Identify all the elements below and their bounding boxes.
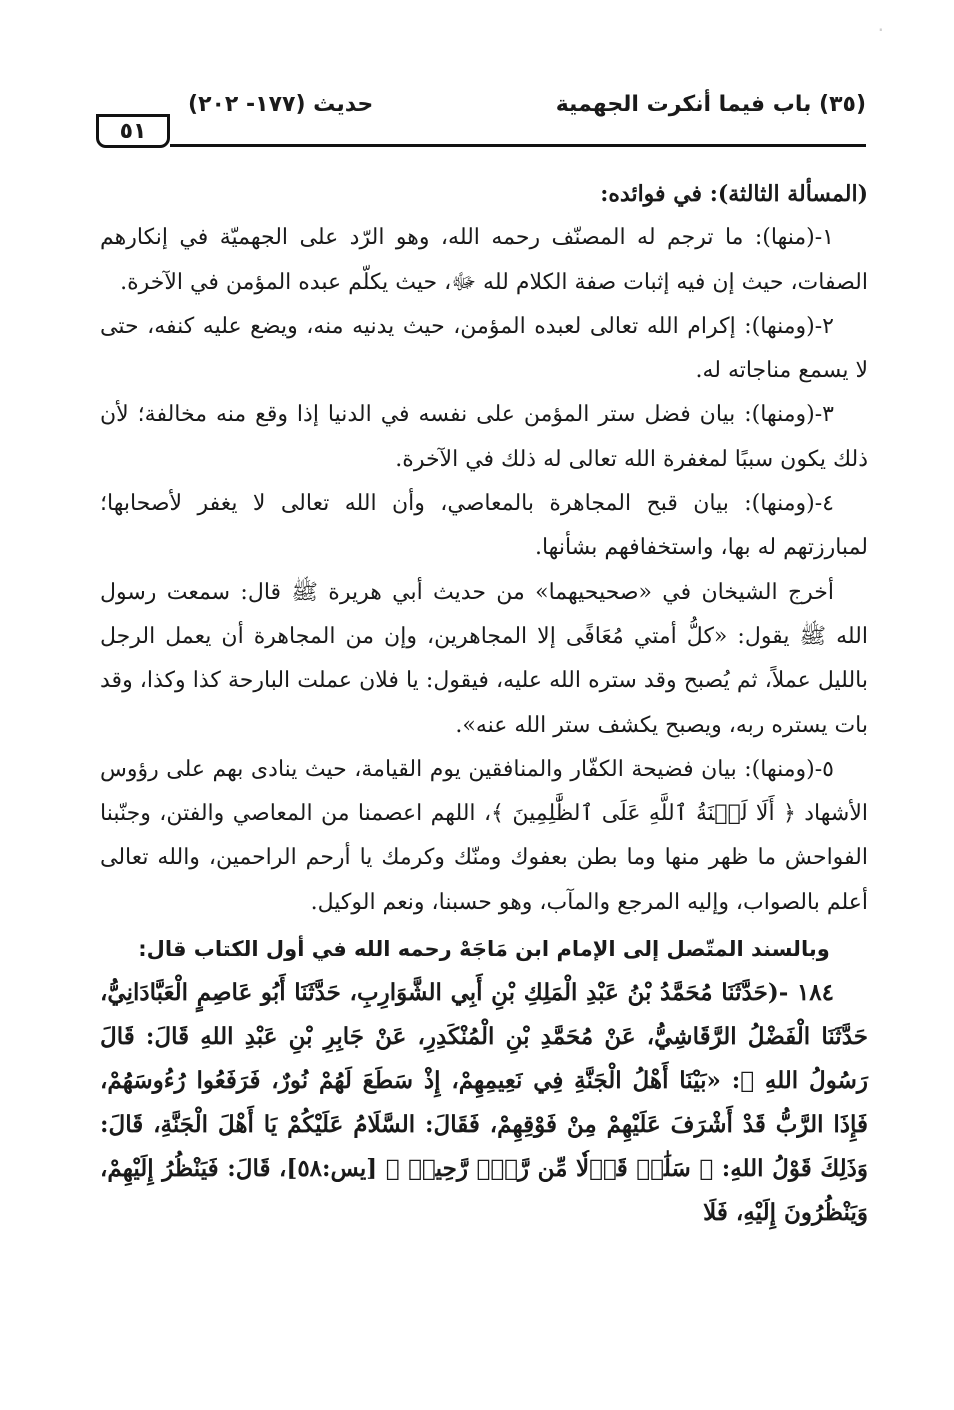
benefit-item-4: ٤-(ومنها): بيان قبح المجاهرة بالمعاصي، وأن الله تعالى لا يغفر لأصحابها؛ لمبارزتهم له بها، واستخفافهم بشأنها. [100, 491, 868, 561]
hadith-range: حديث (١٧٧- ٢٠٢) [188, 92, 374, 117]
benefit-item-1: ١-(منها): ما ترجم له المصنّف رحمه الله، وهو الرّد على الجهميّة في إنكارهم الصفات، حيث إن فيه إثبات صفة الكلام لله ﷻ، حيث يكلّم عبده المؤمن في الآخرة. [100, 225, 868, 295]
header-rule-left [170, 144, 270, 147]
benefit-item-5: ٥-(ومنها): بيان فضيحة الكفّار والمنافقين يوم القيامة، حيث ينادى بهم على رؤوس الأشهاد ﴿ أَلَا لَعۡنَةُ ٱللَّهِ عَلَى ٱلظَّٰلِمِينَ ﴾، اللهم اعصمنا من المعاصي والفتن، وجنّبنا الفواحش ما ظهر منها وما بطن بعفوك ومنّك وكرمك يا أرحم الراحمين، والله تعالى أعلم بالصواب، وإليه المرجع والمآب، وهو حسبنا، ونعم الوكيل. [100, 756, 868, 915]
benefit-item-2: ٢-(ومنها): إكرام الله تعالى لعبده المؤمن، حيث يدنيه منه، ويضع عليه كنفه، حتى لا يسمع مناجاته له. [100, 313, 868, 384]
section-heading: (المسألة الثالثة): في فوائده: [600, 181, 868, 207]
header-rule [268, 144, 866, 147]
page-header [96, 92, 866, 150]
bukhari-paragraph: أخرج الشيخان في «صحيحيهما» من حديث أبي هريرة ﷺ قال: سمعت رسول الله ﷺ يقول: «كلُّ أمتي مُعَافًى إلا المجاهرين، وإن من المجاهرة أن يعمل الرجل بالليل عملاً، ثم يُصبح وقد ستره الله عليه، فيقول: يا فلان عملت البارحة كذا وكذا، وقد بات يستره ربه، ويصبح يكشف ستر الله عنه». [100, 579, 868, 738]
page-number: ٥١ [96, 114, 170, 148]
page-body [100, 172, 868, 1235]
scan-artifact-mark: · [877, 18, 884, 42]
benefit-item-3: ٣-(ومنها): بيان فضل ستر المؤمن على نفسه في الدنيا إذا وقع منه مخالفة؛ لأن ذلك يكون سببًا لمغفرة الله تعالى له ذلك في الآخرة. [100, 402, 868, 472]
chain-heading: وبالسند المتّصل إلى الإمام ابن مَاجَهْ رحمه الله في أول الكتاب قال: [138, 937, 830, 962]
running-title: (٣٥) باب فيما أنكرت الجهمية [555, 92, 866, 117]
hadith-184: ١٨٤ -(حَدَّثَنَا مُحَمَّدُ بْنُ عَبْدِ الْمَلِكِ بْنِ أَبِي الشَّوَارِبِ، حَدَّثَنَا أَبُو عَاصِمٍ الْعَبَّادَانِيُّ، حَدَّثَنَا الْفَضْلُ الرَّقَاشِيُّ، عَنْ مُحَمَّدِ بْنِ الْمُنْكَدِرِ، عَنْ جَابِرِ بْنِ عَبْدِ اللهِ قَالَ: قَالَ رَسُولُ اللهِ ﷺ: «بَيْنَا أَهْلُ الْجَنَّةِ فِي نَعِيمِهِمْ، إِذْ سَطَعَ لَهُمْ نُورٌ، فَرَفَعُوا رُءُوسَهُمْ، فَإِذَا الرَّبُّ قَدْ أَشْرَفَ عَلَيْهِمْ مِنْ فَوْقِهِمْ، فَقَالَ: السَّلَامُ عَلَيْكُمْ يَا أَهْلَ الْجَنَّةِ، قَالَ: وَذَلِكَ قَوْلُ اللهِ: ﴿ سَلَٰمٞ قَوۡلٗا مِّن رَّبّٖ رَّحِيمٖ ﴾ [يس:٥٨]، قَالَ: فَيَنْظُرُ إِلَيْهِمْ، وَيَنْظُرُونَ إِلَيْهِ، فَلَا [100, 979, 869, 1227]
